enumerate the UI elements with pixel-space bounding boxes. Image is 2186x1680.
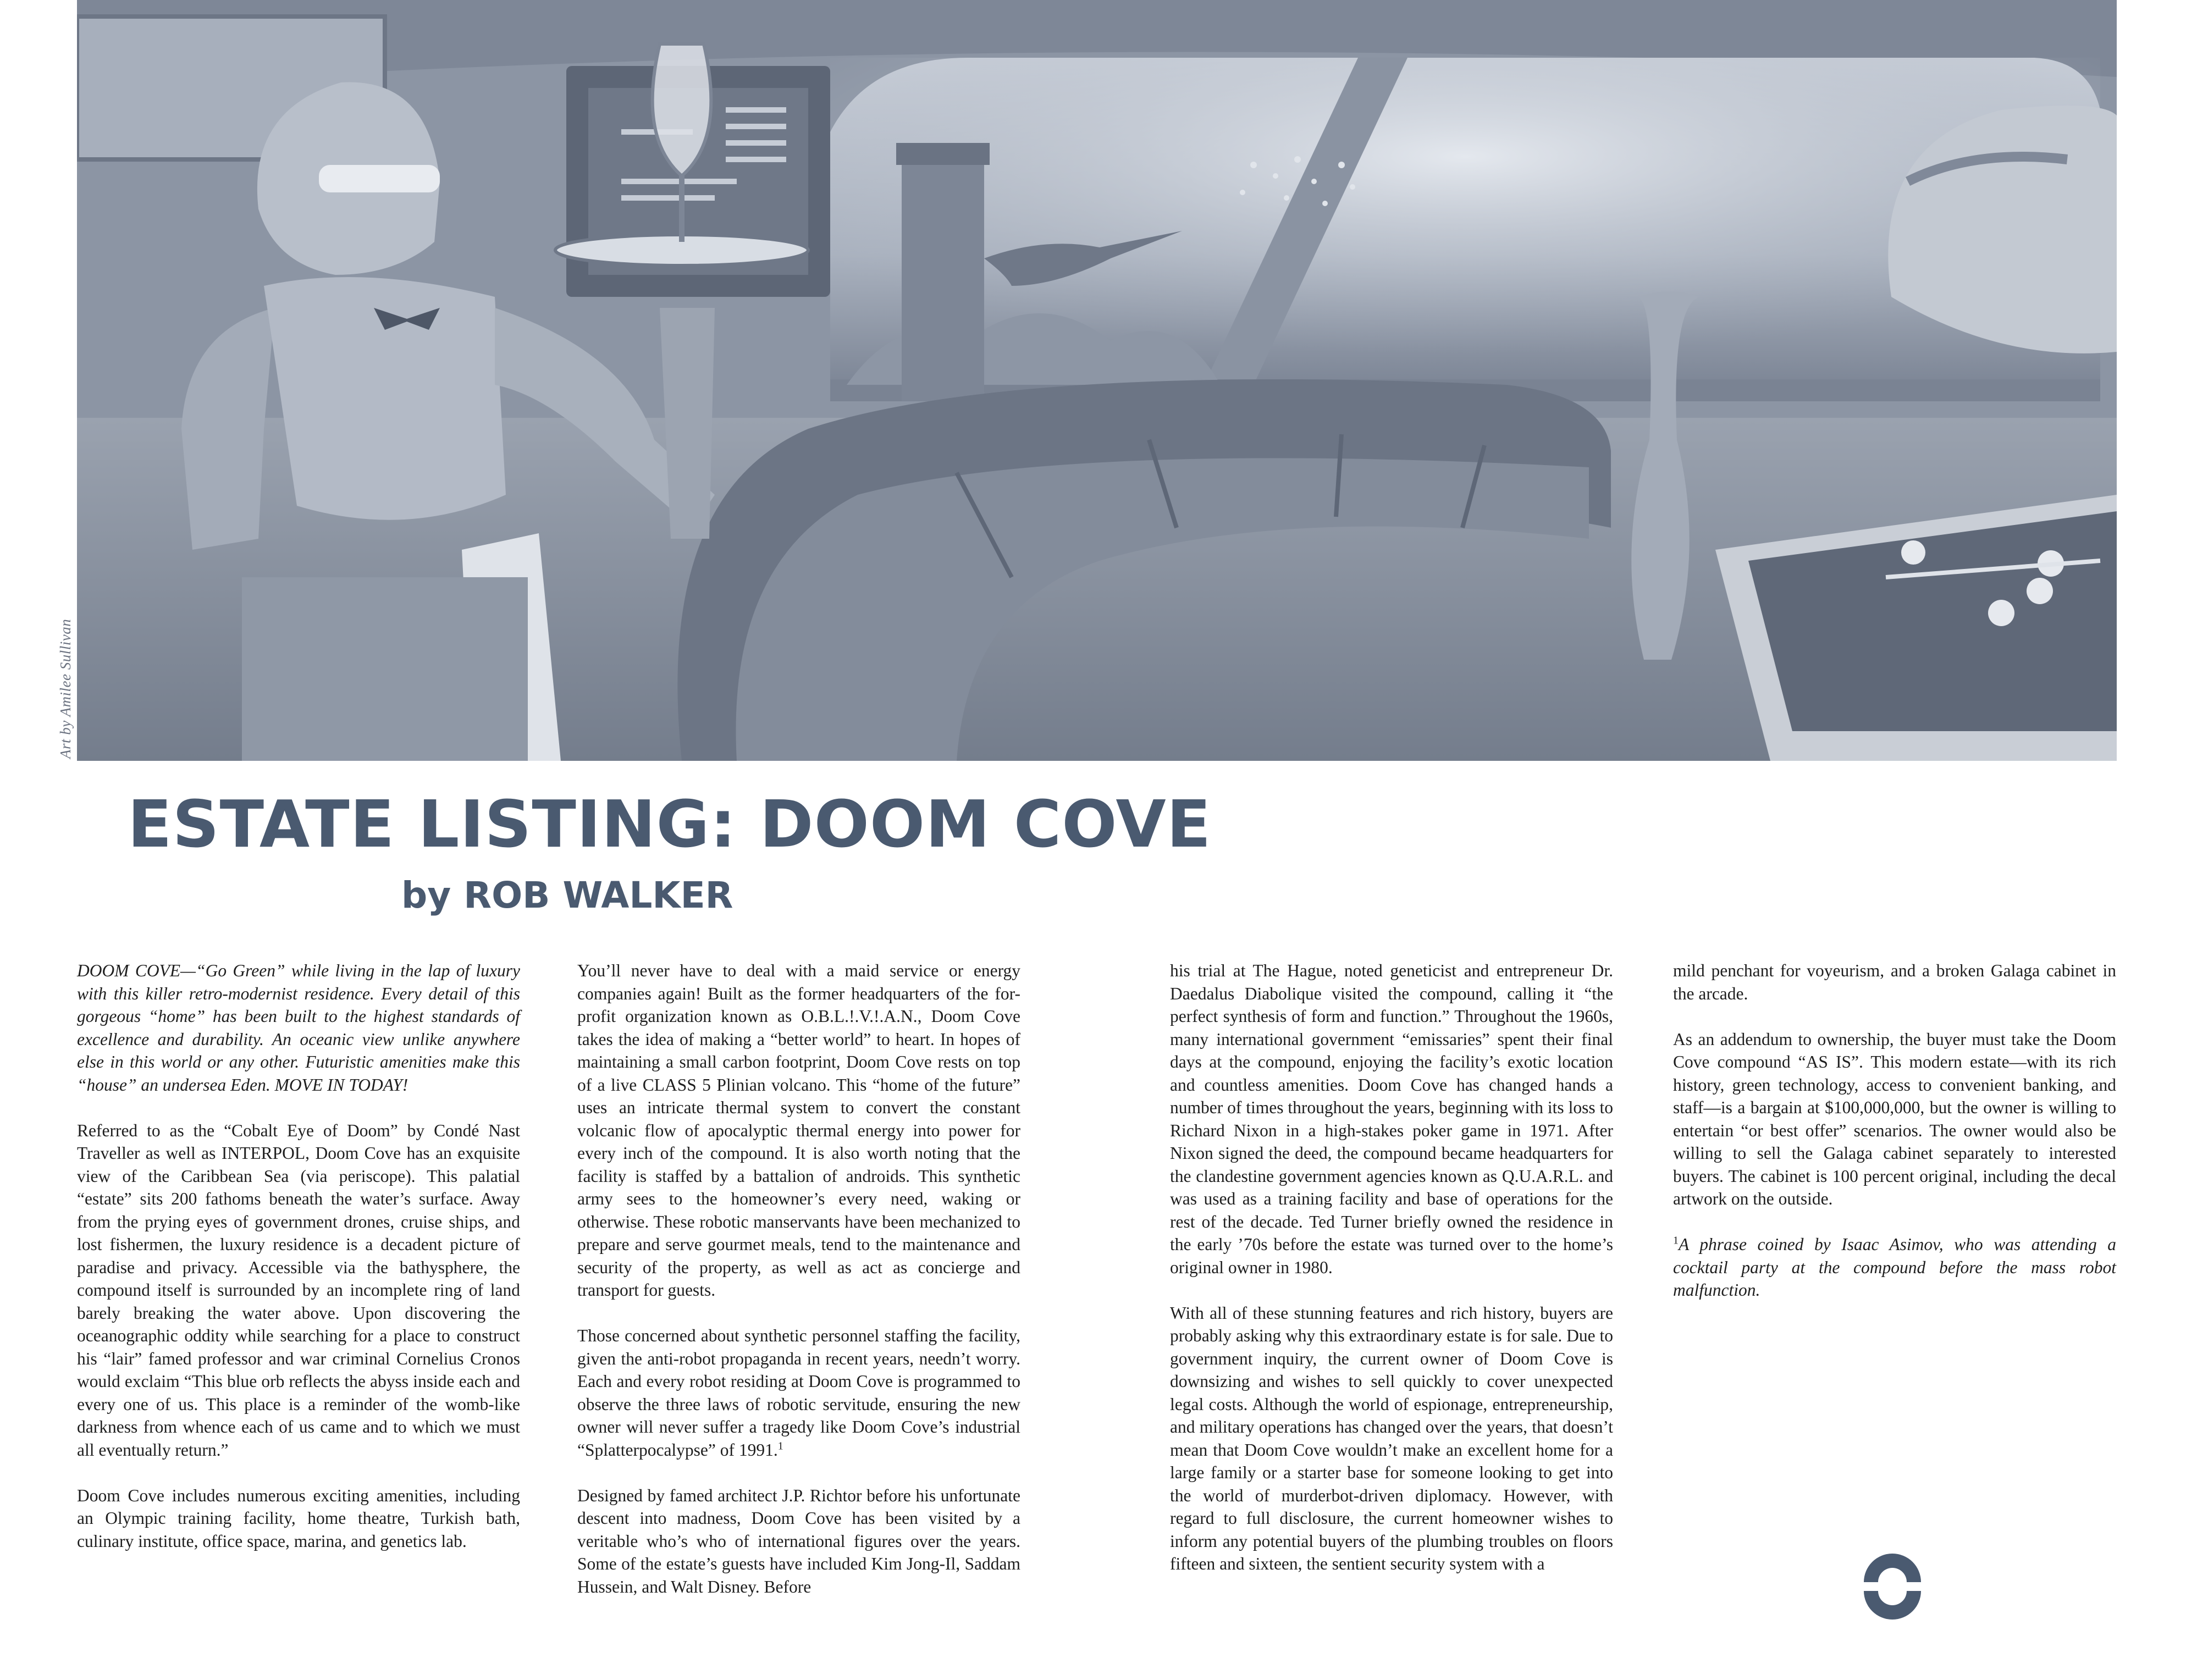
body-paragraph: You’ll never have to deal with a maid service or energy companies again! Built as the former headquarters of the for-profit organization known as O.B.L.!.V.!.A.N., Doom Cove takes the idea of making a “better world” to heart. In hopes of maintaining a small carbon footprint, Doom Cove rests on top of a live CLASS 5 Plinian volcano. This “home of the future” uses an intricate thermal system to convert the constant volcanic flow of apocalyptic thermal energy into power for every inch of the compound. It is also worth noting that the facility is staffed by a battalion of androids. This synthetic army sees to the homeowner’s every need, waking or otherwise. These robotic manservants have been mechanized to prepare and serve gourmet meals, tend to the maintenance and security of the property, as well as act as concierge and transport for guests. <box>577 961 1020 1300</box>
lounge-scene-illustration <box>77 0 2117 761</box>
header-illustration <box>77 0 2117 761</box>
body-paragraph: Doom Cove includes numerous exciting amenities, including an Olympic training facility, home theatre, Turkish bath, culinary institute, office space, marina, and genetics lab. <box>77 1485 520 1551</box>
lede-paragraph: DOOM COVE—“Go Green” while living in the lap of luxury with this killer retro-modernist residence. Every detail of this gorgeous “home” has been built to the highest standards of excellence and durability. An oceanic view unlike anywhere else in this world or any other. Futuristic amenities make this “house” an undersea Eden. MOVE IN TODAY! <box>77 961 520 1095</box>
art-credit: Art by Amilee Sullivan <box>57 618 74 759</box>
body-paragraph: his trial at The Hague, noted geneticist and entrepreneur Dr. Daedalus Diabolique visited the compound, calling it “the perfect synthesis of form and function.” Throughout the 1960s, many international government “emissaries” spent their final days at the compound, enjoying the facility’s exotic location and countless amenities. Doom Cove has changed hands a number of times throughout the years, beginning with its loss to Richard Nixon in a high-stakes poker game in 1971. After Nixon signed the deed, the compound became headquarters for the clandestine government agencies known as Q.U.A.R.L. and was used as a training facility and base of operations for the rest of the decade. Ted Turner briefly owned the residence in the early ’70s before the estate was turned over to the home’s original owner in 1980. <box>1170 961 1613 1277</box>
footnote <box>1673 1233 2116 1302</box>
publisher-logo-icon <box>1859 1554 1925 1620</box>
body-paragraph: As an addendum to ownership, the buyer must take the Doom Cove compound “AS IS”. This modern estate—with its rich history, green technology, access to convenient banking, and staff—is a bargain at $100,000,000, but the owner is willing to entertain “or best offer” scenarios. The owner would also be willing to sell the Galaga cabinet separately to interested buyers. The cabinet is 100 percent original, including the decal artwork on the outside. <box>1673 1029 2116 1208</box>
footnote-number: 1 <box>1673 1234 1679 1247</box>
body-paragraph: Referred to as the “Cobalt Eye of Doom” by Condé Nast Traveller as well as INTERPOL, Doom Cove has an exquisite view of the Caribbean Sea (via periscope). This palatial “estate” sits 200 fathoms beneath the water’s surface. Away from the prying eyes of government drones, cruise ships, and lost fishermen, the luxury residence is a decadent picture of paradise and privacy. Accessible via the bathysphere, the compound itself is surrounded by an incomplete ring of land barely breaking the water above. Upon discovering the oceanographic oddity while searching for a place to construct his “lair” famed professor and war criminal Cornelius Cronos would exclaim “This blue orb reflects the abyss inside each and every one of us. This place is a reminder of the womb-like darkness from whence each of us came and to which we must all eventually return.” <box>77 1120 520 1460</box>
body-paragraph: mild penchant for voyeurism, and a broken Galaga cabinet in the arcade. <box>1673 961 2116 1003</box>
footnote-text: A phrase coined by Isaac Asimov, who was attending a cocktail party at the compound before the mass robot malfunction. <box>1673 1235 2116 1300</box>
article-column-4 <box>1673 959 2116 1324</box>
footnote-marker: 1 <box>777 1440 783 1452</box>
body-paragraph: With all of these stunning features and rich history, buyers are probably asking why this extraordinary estate is for sale. Due to government inquiry, the current owner of Doom Cove is downsizing and wishes to sell quickly to cover unexpected legal costs. Although the world of espionage, entrepreneurship, and military operations has changed over the years, that doesn’t mean that Doom Cove wouldn’t make an excellent home for a large family or a starter base for someone looking to get into the world of murderbot-driven diplomacy. However, with regard to full disclosure, the current homeowner wishes to inform any potential buyers of the plumbing troubles on floors fifteen and sixteen, the sentient security system with a <box>1170 1303 1613 1573</box>
article-column-3 <box>1170 959 1613 1598</box>
article-column-2 <box>577 959 1020 1621</box>
body-paragraph <box>577 1324 1020 1461</box>
body-paragraph-text: Those concerned about synthetic personnel staffing the facility, given the anti-robot propaganda in recent years, needn’t worry. Each and every robot residing at Doom Cove is programmed to observe the three laws of robotic servitude, ensuring the new owner will never suffer a tragedy like Doom Cove’s industrial “Splatterpocalypse” of 1991. <box>577 1326 1020 1460</box>
article-column-1 <box>77 959 520 1576</box>
article-title: ESTATE LISTING: DOOM COVE <box>128 786 1212 862</box>
article-byline: by ROB WALKER <box>401 874 733 916</box>
body-paragraph: Designed by famed architect J.P. Richtor before his unfortunate descent into madness, Doom Cove has been visited by a veritable who’s who of international figures over the years. Some of the estate’s guests have included Kim Jong-Il, Saddam Hussein, and Walt Disney. Before <box>577 1485 1020 1596</box>
